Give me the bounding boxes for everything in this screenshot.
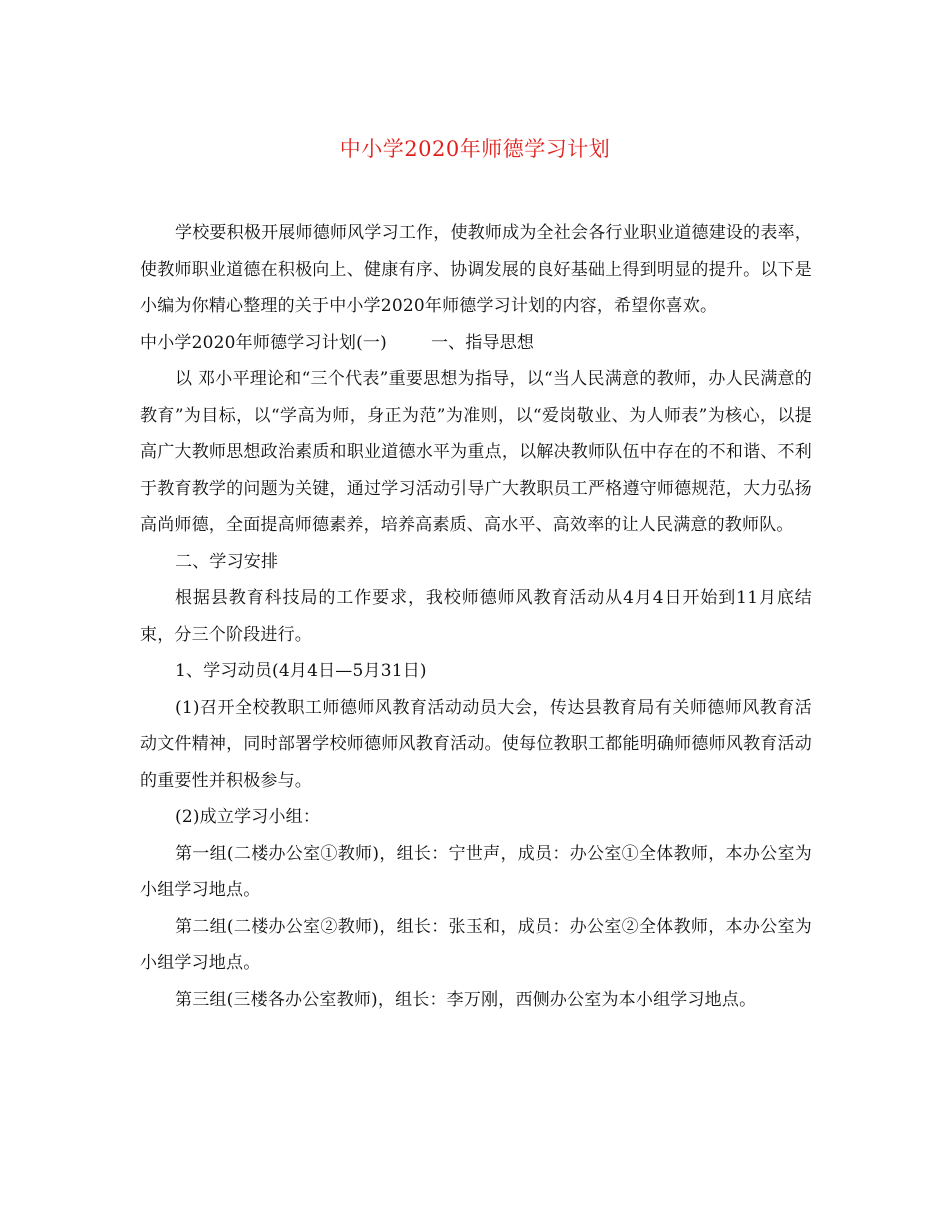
section-heading-guiding: 一、指导思想 — [430, 332, 535, 353]
guiding-paragraph: 以 邓小平理论和“三个代表”重要思想为指导，以“当人民满意的教师，办人民满意的教育”为目标，以“学高为师，身正为范”为准则，以“爱岗敬业、为人师表”为核心，以提高广大教师思想政治素质和职业道德水平为重点，以解决教师队伍中存在的不和谐、不利于教育教学的问题为关键，通过学习活动引导广大教职员工严格遵守师德规范，大力弘扬高尚师德，全面提高师德素养，培养高素质、高水平、高效率的让人民满意的教师队。 — [140, 369, 812, 535]
arrangement-paragraph: 根据县教育科技局的工作要求，我校师德师风教育活动从4月4日开始到11月底结束，分三个阶段进行。 — [140, 588, 812, 645]
section-heading-arrangement: 二、学习安排 — [175, 551, 279, 572]
item-one-paragraph: (1)召开全校教职工师德师风教育活动动员大会，传达县教育局有关师德师风教育活动文件精神，同时部署学校师德师风教育活动。使每位教职工都能明确师德师风教育活动的重要性并积极参与。 — [140, 697, 812, 791]
subtitle-line — [140, 325, 812, 362]
intro-paragraph: 学校要积极开展师德师风学习工作，使教师成为全社会各行业职业道德建设的表率，使教师职业道德在积极向上、健康有序、协调发展的良好基础上得到明显的提升。以下是小编为你精心整理的关于中小学2020年师德学习计划的内容，希望你喜欢。 — [140, 223, 812, 316]
document-body — [140, 215, 812, 1018]
stage-one-heading: 1、学习动员(4月4日—5月31日) — [175, 661, 427, 681]
item-two-paragraph: (2)成立学习小组： — [175, 807, 321, 827]
group-one-paragraph: 第一组(二楼办公室①教师)，组长：宁世声，成员：办公室①全体教师，本办公室为小组学习地点。 — [140, 843, 812, 900]
group-two-paragraph: 第二组(二楼办公室②教师)，组长：张玉和，成员：办公室②全体教师，本办公室为小组学习地点。 — [140, 916, 812, 973]
document-title: 中小学2020年师德学习计划 — [339, 137, 611, 161]
group-three-paragraph: 第三组(三楼各办公室教师)，组长：李万刚，西侧办公室为本小组学习地点。 — [175, 989, 757, 1010]
document-subtitle: 中小学2020年师德学习计划(一) — [140, 332, 387, 353]
